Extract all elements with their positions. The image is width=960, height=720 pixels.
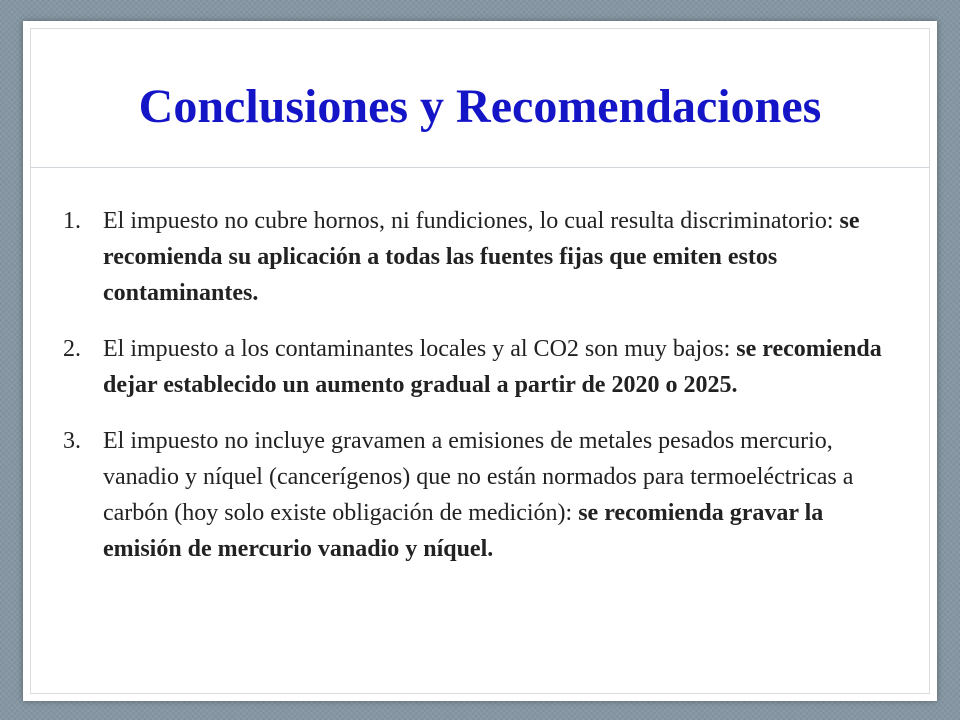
list-item	[63, 423, 903, 567]
conclusions-list	[63, 203, 903, 587]
item-number: 1.	[63, 208, 81, 234]
title-divider	[30, 167, 930, 168]
item-recommendation: se recomienda su aplicación a todas las fuentes fijas que emiten estos contaminantes.	[103, 208, 860, 306]
item-recommendation: se recomienda gravar la emisión de mercurio vanadio y níquel.	[103, 500, 824, 562]
item-number: 2.	[63, 336, 81, 362]
item-number: 3.	[63, 428, 81, 454]
list-item	[63, 203, 903, 311]
item-text: El impuesto no incluye gravamen a emisiones de metales pesados mercurio, vanadio y níquel (cancerígenos) que no están normados para termoeléctricas a carbón (hoy solo existe obligación de medición):	[103, 428, 854, 526]
item-text: El impuesto a los contaminantes locales y al CO2 son muy bajos:	[103, 336, 737, 362]
item-recommendation: se recomienda dejar establecido un aumento gradual a partir de 2020 o 2025.	[103, 336, 882, 398]
slide-title: Conclusiones y Recomendaciones	[138, 80, 822, 133]
list-item	[63, 331, 903, 403]
slide	[23, 21, 937, 701]
item-text: El impuesto no cubre hornos, ni fundiciones, lo cual resulta discriminatorio:	[103, 208, 840, 234]
